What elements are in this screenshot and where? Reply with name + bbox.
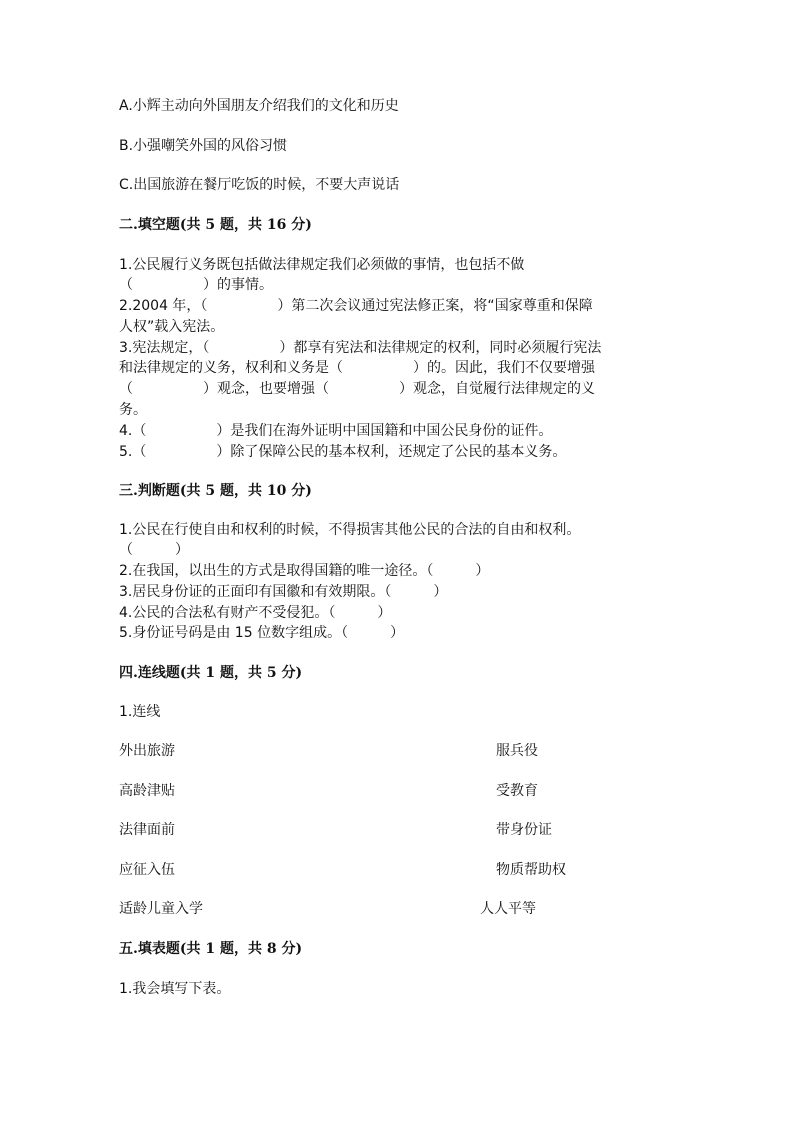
fill-line: 务。 (119, 402, 147, 418)
fill-line: （ ）的事情。 (119, 277, 273, 293)
section-3-heading: 三.判断题(共 5 题，共 10 分) (119, 483, 312, 499)
fill-line: 和法律规定的义务，权利和义务是（ ）的。因此，我们不仅要增强 (119, 360, 595, 376)
judge-line: 3.居民身份证的正面印有国徽和有效期限。（ ） (119, 584, 448, 600)
fill-line: 5.（ ）除了保障公民的基本权利，还规定了公民的基本义务。 (119, 444, 567, 460)
match-right-item: 物质帮助权 (496, 862, 566, 878)
match-right-item: 带身份证 (496, 822, 552, 838)
judge-line: （ ） (119, 542, 189, 558)
match-intro: 1.连线 (119, 704, 161, 720)
judge-line: 4.公民的合法私有财产不受侵犯。（ ） (119, 605, 392, 621)
judge-line: 5.身份证号码是由 15 位数字组成。（ ） (119, 625, 405, 641)
section-2-heading: 二.填空题(共 5 题，共 16 分) (119, 217, 312, 233)
fill-line: 1.公民履行义务既包括做法律规定我们必须做的事情，也包括不做 (119, 257, 525, 273)
section-5-heading: 五.填表题(共 1 题，共 8 分) (119, 941, 303, 957)
fill-line: 人权”载入宪法。 (119, 319, 225, 335)
choice-b: B.小强嘲笑外国的风俗习惯 (119, 138, 288, 154)
match-left-item: 外出旅游 (119, 743, 175, 759)
match-right-item: 人人平等 (480, 901, 536, 917)
match-right-item: 受教育 (496, 783, 538, 799)
match-right-item: 服兵役 (496, 743, 538, 759)
match-left-item: 适龄儿童入学 (119, 901, 203, 917)
match-left-item: 法律面前 (119, 822, 175, 838)
judge-line: 2.在我国，以出生的方式是取得国籍的唯一途径。（ ） (119, 563, 490, 579)
choice-c: C.出国旅游在餐厅吃饭的时候，不要大声说话 (119, 177, 400, 193)
table-intro: 1.我会填写下表。 (119, 981, 231, 997)
judge-line: 1.公民在行使自由和权利的时候，不得损害其他公民的合法的自由和权利。 (119, 522, 581, 538)
fill-line: （ ）观念，也要增强（ ）观念，自觉履行法律规定的义 (119, 381, 595, 397)
fill-line: 2.2004 年，（ ）第二次会议通过宪法修正案，将“国家尊重和保障 (119, 298, 593, 314)
section-4-heading: 四.连线题(共 1 题，共 5 分) (119, 665, 303, 681)
choice-a: A.小辉主动向外国朋友介绍我们的文化和历史 (119, 98, 399, 114)
match-left-item: 高龄津贴 (119, 783, 175, 799)
fill-line: 4.（ ）是我们在海外证明中国国籍和中国公民身份的证件。 (119, 423, 553, 439)
match-left-item: 应征入伍 (119, 862, 175, 878)
fill-line: 3.宪法规定，（ ）都享有宪法和法律规定的权利，同时必须履行宪法 (119, 340, 602, 356)
